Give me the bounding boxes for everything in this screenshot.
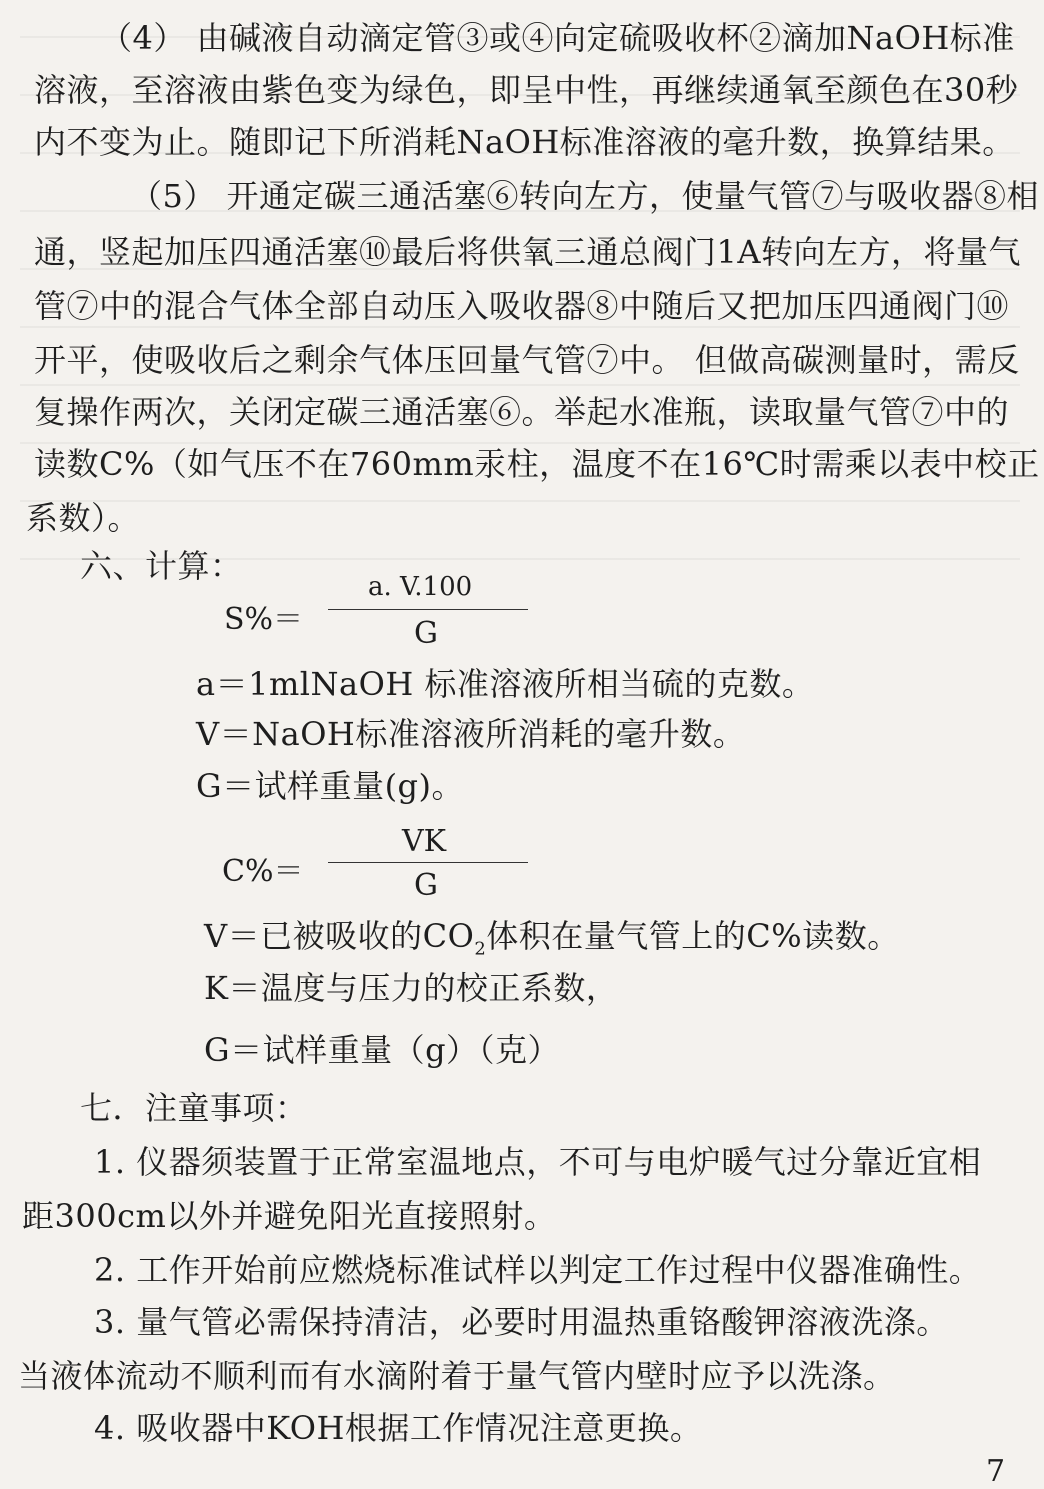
sulfur-formula-denominator: G bbox=[414, 616, 438, 651]
carbon-def-g: G＝试样重量（g）（克） bbox=[204, 1031, 561, 1069]
note-1-line-2: 距300cm以外并避免阳光直接照射。 bbox=[22, 1197, 557, 1235]
carbon-def-k: K＝温度与压力的校正系数， bbox=[204, 969, 619, 1007]
sulfur-formula-numerator: a. V.100 bbox=[368, 572, 473, 602]
carbon-formula-numerator: VK bbox=[402, 824, 447, 859]
page-number: 7 bbox=[986, 1454, 1006, 1489]
step4-line-3: 内不变为止。随即记下所消耗NaOH标准溶液的毫升数，换算结果。 bbox=[34, 123, 1015, 161]
note-1-line-1: 1. 仪器须装置于正常室温地点，不可与电炉暖气过分靠近宜相 bbox=[94, 1143, 982, 1181]
sulfur-fraction-bar bbox=[328, 609, 528, 610]
step5-line-3: 管⑦中的混合气体全部自动压入吸收器⑧中随后又把加压四通阀门⑩ bbox=[34, 287, 1010, 325]
carbon-def-v-part1: V＝已被吸收的CO bbox=[204, 917, 475, 955]
carbon-formula-lhs: C%＝ bbox=[222, 854, 304, 889]
carbon-formula-denominator: G bbox=[414, 868, 438, 903]
step5-line-4: 开平，使吸收后之剩余气体压回量气管⑦中。 但做高碳测量时，需反 bbox=[34, 341, 1020, 379]
note-3-line-2: 当液体流动不顺利而有水滴附着于量气管内壁时应予以洗涤。 bbox=[18, 1357, 896, 1395]
step5-line-7: 系数）。 bbox=[26, 499, 141, 537]
sulfur-def-v: V＝NaOH标准溶液所消耗的毫升数。 bbox=[196, 715, 746, 753]
step5-line-1: （5） 开通定碳三通活塞⑥转向左方，使量气管⑦与吸收器⑧相 bbox=[130, 177, 1040, 215]
note-3-line-1: 3. 量气管必需保持清洁，必要时用温热重铬酸钾溶液洗涤。 bbox=[94, 1303, 949, 1341]
carbon-def-v bbox=[204, 916, 900, 969]
sulfur-formula-lhs: S%＝ bbox=[224, 602, 304, 637]
sulfur-def-g: G＝试样重量(g)。 bbox=[196, 767, 465, 805]
co2-subscript: 2 bbox=[474, 938, 487, 960]
notes-heading: 七．注童事项： bbox=[80, 1089, 308, 1127]
step4-line-2: 溶液，至溶液由紫色变为绿色，即呈中性，再继续通氧至颜色在30秒 bbox=[34, 71, 1019, 109]
sulfur-def-a: a＝1mlNaOH 标准溶液所相当硫的克数。 bbox=[196, 665, 815, 703]
step5-line-6: 读数C%（如气压不在760mm汞柱，温度不在16℃时需乘以表中校正 bbox=[34, 445, 1040, 483]
calc-heading: 六、计算： bbox=[80, 547, 243, 585]
note-2: 2. 工作开始前应燃烧标准试样以判定工作过程中仪器准确性。 bbox=[94, 1251, 982, 1289]
step5-line-5: 复操作两次，关闭定碳三通活塞⑥。举起水准瓶，读取量气管⑦中的 bbox=[34, 393, 1010, 431]
step5-line-2: 通，竖起加压四通活塞⑩最后将供氧三通总阀门1A转向左方，将量气 bbox=[34, 233, 1021, 271]
carbon-fraction-bar bbox=[328, 862, 528, 863]
carbon-def-v-part2: 体积在量气管上的C%读数。 bbox=[486, 917, 900, 955]
step4-line-1: （4） 由碱液自动滴定管③或④向定硫吸收杯②滴加NaOH标准 bbox=[100, 19, 1015, 57]
note-4: 4. 吸收器中KOH根据工作情况注意更换。 bbox=[94, 1409, 703, 1447]
